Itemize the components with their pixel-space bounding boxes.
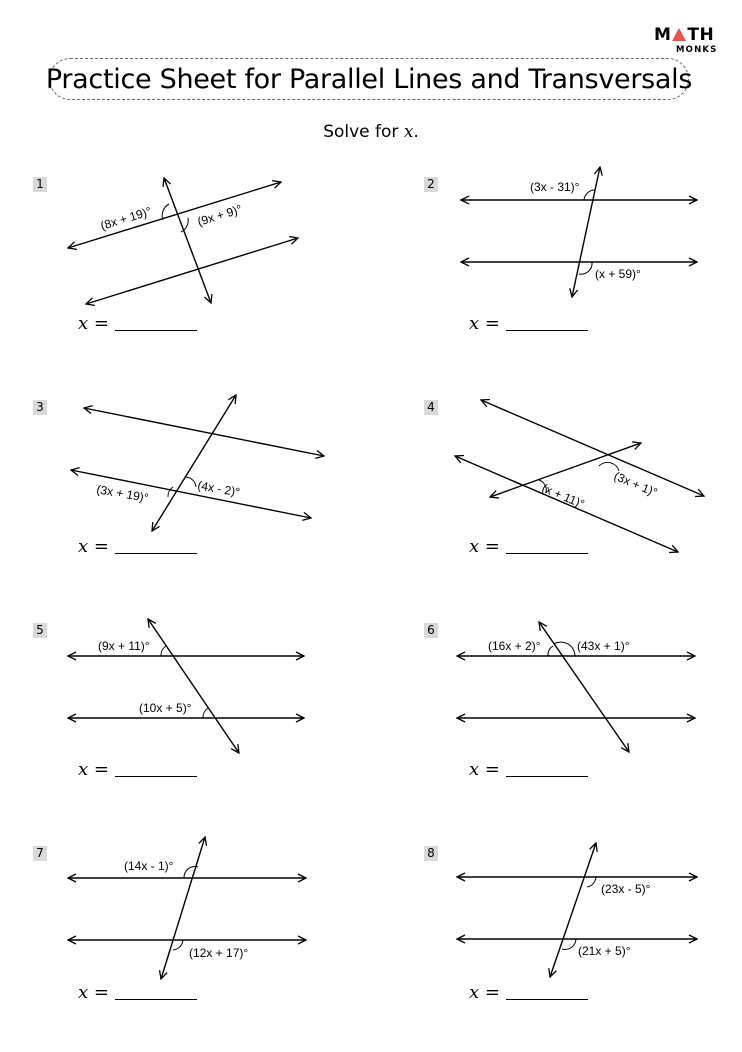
instruction-end: . (413, 122, 419, 142)
problem-6-diagram (391, 606, 742, 829)
answer-prompt: x = (78, 759, 109, 780)
angle-label-b: (12x + 17)° (189, 946, 249, 960)
title-banner (45, 58, 693, 100)
problem-4 (391, 383, 742, 606)
angle-label-a: (3x - 31)° (530, 180, 580, 194)
problem-number: 4 (424, 400, 438, 415)
transversal (148, 619, 239, 753)
answer-prompt: x = (469, 313, 500, 334)
problem-1-diagram (0, 160, 371, 383)
angle-label-b: (9x + 9)° (195, 202, 244, 229)
answer-field[interactable] (469, 313, 588, 334)
angle-arc-b (173, 940, 183, 950)
page-title: Practice Sheet for Parallel Lines and Transversals (45, 63, 693, 95)
problem-number: 7 (33, 846, 47, 861)
angle-arc-b (203, 708, 208, 718)
answer-field[interactable] (469, 982, 588, 1003)
angle-arc-a (161, 646, 166, 656)
angle-label-b: (3x + 19)° (95, 482, 150, 506)
angle-label-b: (10x + 5)° (139, 701, 192, 715)
problem-5-diagram (0, 606, 371, 829)
angle-arc-b (562, 939, 576, 949)
instruction (0, 122, 742, 142)
problem-4-diagram (391, 383, 742, 606)
answer-blank[interactable] (506, 985, 588, 1000)
angle-label-a: (16x + 2)° (488, 639, 541, 653)
answer-field[interactable] (78, 982, 197, 1003)
problem-number: 6 (424, 623, 438, 638)
brand-letters-th: TH (687, 25, 715, 45)
brand-letter-m: M (654, 25, 672, 45)
problem-8 (391, 829, 742, 1052)
problem-7-diagram (0, 829, 371, 1052)
answer-field[interactable] (469, 759, 588, 780)
problem-7 (0, 829, 371, 1052)
answer-prompt: x = (78, 982, 109, 1003)
problem-number: 1 (33, 177, 47, 192)
angle-label-b: (21x + 5)° (578, 944, 631, 958)
transversal (164, 178, 211, 303)
answer-field[interactable] (78, 536, 197, 557)
brand-triangle-icon (672, 28, 686, 41)
instruction-text: Solve for (323, 122, 404, 142)
angle-label-a: (9x + 11)° (98, 639, 150, 653)
answer-blank[interactable] (115, 985, 197, 1000)
answer-field[interactable] (78, 759, 197, 780)
problem-3 (0, 383, 371, 606)
instruction-variable: x (403, 122, 414, 142)
answer-field[interactable] (469, 536, 588, 557)
answer-blank[interactable] (506, 762, 588, 777)
angle-arc-b (579, 262, 592, 274)
problem-1 (0, 160, 371, 383)
problem-5 (0, 606, 371, 829)
problem-8-diagram (391, 829, 742, 1052)
angle-label-a: (23x - 5)° (601, 882, 651, 896)
problem-number: 2 (424, 177, 438, 192)
transversal (152, 395, 236, 531)
answer-prompt: x = (469, 982, 500, 1003)
problem-2-diagram (391, 160, 742, 383)
answer-blank[interactable] (115, 762, 197, 777)
answer-blank[interactable] (115, 316, 197, 331)
angle-label-b: (x + 59)° (595, 267, 641, 281)
angle-arc-a (186, 477, 196, 487)
problem-2 (391, 160, 742, 383)
parallel-line-1 (84, 408, 324, 456)
problem-6 (391, 606, 742, 829)
problem-number: 5 (33, 623, 47, 638)
problem-3-diagram (0, 383, 371, 606)
angle-arc-a (587, 877, 596, 887)
angle-arc-a (548, 646, 553, 656)
answer-blank[interactable] (506, 316, 588, 331)
brand-logo-top (654, 26, 714, 44)
angle-label-a: (4x - 2)° (196, 478, 242, 500)
parallel-line-1 (68, 182, 281, 248)
angle-arc-b (168, 487, 173, 497)
answer-prompt: x = (469, 536, 500, 557)
angle-label-b: (x + 11)° (539, 480, 587, 512)
parallel-line-2 (86, 238, 298, 304)
answer-field[interactable] (78, 313, 197, 334)
angle-label-a: (3x + 1)° (611, 468, 660, 500)
answer-blank[interactable] (115, 539, 197, 554)
problem-number: 3 (33, 400, 47, 415)
answer-prompt: x = (469, 759, 500, 780)
angle-label-a: (14x - 1)° (124, 859, 174, 873)
angle-label-a: (8x + 19)° (98, 204, 154, 233)
answer-prompt: x = (78, 536, 109, 557)
brand-logo-bottom: MONKS (676, 45, 718, 55)
angle-label-b: (43x + 1)° (577, 639, 630, 653)
answer-blank[interactable] (506, 539, 588, 554)
brand-logo (654, 26, 718, 60)
answer-prompt: x = (78, 313, 109, 334)
problem-number: 8 (424, 846, 438, 861)
